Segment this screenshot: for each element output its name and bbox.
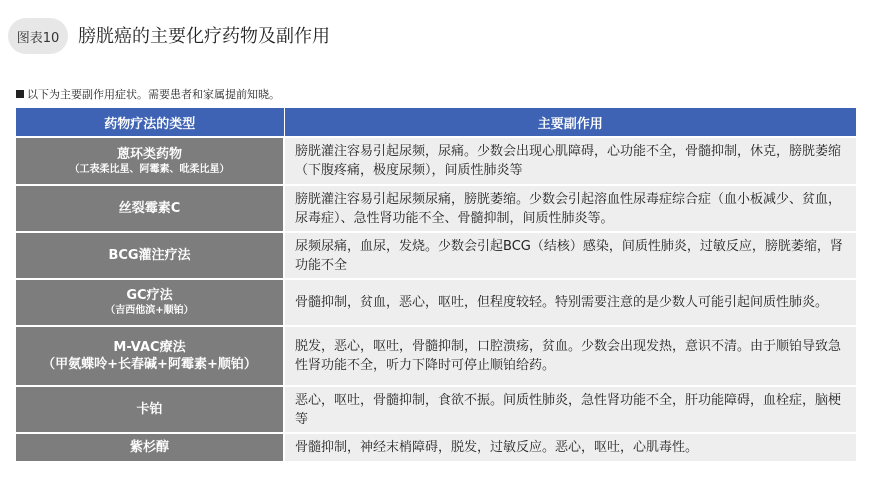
drug-cell [16,137,284,185]
drug-name: BCG灌注疗法 [108,248,191,263]
side-effect-cell: 骨髓抑制，贫血，恶心，呕吐，但程度较轻。特别需要注意的是少数人可能引起间质性肺炎。 [284,279,856,326]
side-effect-cell: 骨髓抑制，神经末梢障碍，脱发，过敏反应。恶心，呕吐，心肌毒性。 [284,433,856,461]
drug-name: 蒽环类药物 [116,146,182,162]
side-effect-cell: 膀胱灌注容易引起尿频，尿痛。少数会出现心肌障碍，心功能不全，骨髓抑制，休克，膀胱萎缩（下腹疼痛，极度尿频），间质性肺炎等 [284,137,856,185]
drug-components: （甲氨蝶呤+长春碱+阿霉素+顺铂） [42,357,257,372]
table-row [16,326,856,386]
drug-name: GC疗法 [126,288,173,303]
drug-components: （工表柔比星、阿霉素、吡柔比星） [69,163,230,175]
side-effect-cell: 脱发，恶心，呕吐，骨髓抑制，口腔溃疡，贫血。少数会出现发热，意识不清。由于顺铂导致急性肾功能不全，听力下降时可停止顺铂给药。 [284,326,856,386]
drug-name: 丝裂霉素C [118,201,181,216]
side-effect-cell: 膀胱灌注容易引起尿频尿痛，膀胱萎缩。少数会引起溶血性尿毒症综合症（血小板减少、贫血，尿毒症）、急性肾功能不全、骨髓抑制，间质性肺炎等。 [284,185,856,232]
table-row [16,386,856,433]
table-row [16,137,856,185]
drug-cell [16,326,284,386]
table-note [16,86,280,102]
table-row [16,433,856,461]
drug-side-effects-table [16,108,856,461]
drug-cell [16,185,284,232]
drug-cell [16,386,284,433]
table-row [16,232,856,279]
table-row [16,185,856,232]
side-effect-cell: 恶心，呕吐，骨髓抑制，食欲不振。间质性肺炎，急性肾功能不全，肝功能障碍，血栓症，脑梗等 [284,386,856,433]
figure-header [0,0,870,68]
drug-name: 紫杉醇 [129,440,169,455]
side-effect-cell: 尿频尿痛，血尿，发烧。少数会引起BCG（结核）感染，间质性肺炎，过敏反应，膀胱萎缩，肾功能不全 [284,232,856,279]
drug-name: 卡铂 [136,402,163,417]
figure-title: 膀胱癌的主要化疗药物及副作用 [78,26,330,47]
drug-name: M-VAC療法 [113,340,186,355]
note-text: 以下为主要副作用症状。需要患者和家属提前知晓。 [27,88,280,101]
table-row [16,279,856,326]
drug-components: （吉西他滨+顺铂） [105,305,194,316]
header-drug-type: 药物疗法的类型 [16,108,284,137]
table-header-row [16,108,856,137]
square-bullet-icon [16,90,24,98]
figure-number-badge: 图表10 [8,18,68,54]
drug-cell [16,279,284,326]
drug-cell [16,232,284,279]
header-side-effects: 主要副作用 [284,108,856,137]
drug-cell [16,433,284,461]
